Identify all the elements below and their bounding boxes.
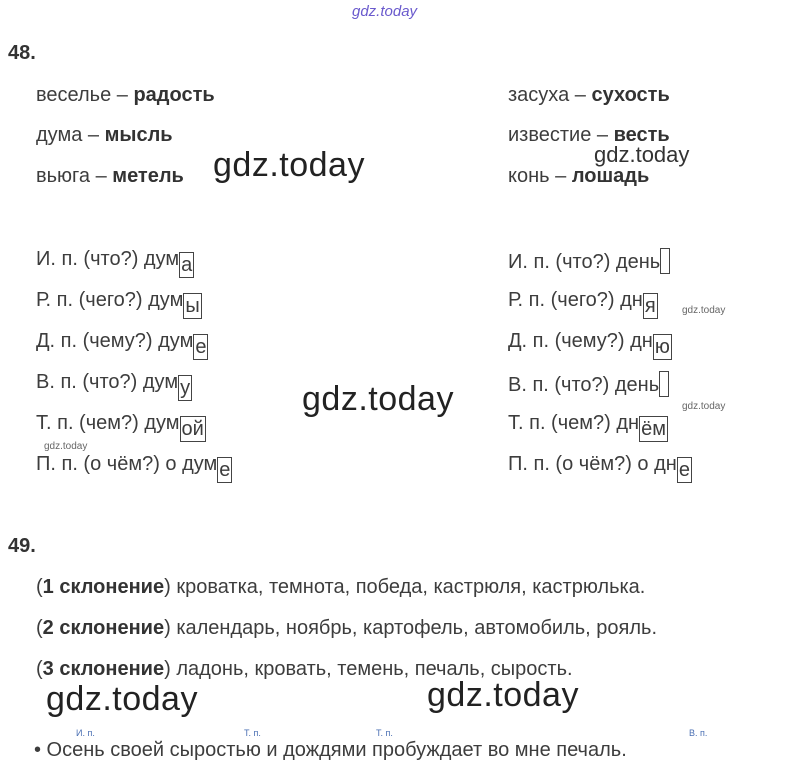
case-row: Т. п. (чем?) дум ой bbox=[36, 412, 204, 440]
case-mark: В. п. bbox=[689, 728, 708, 738]
ending-box: е bbox=[219, 459, 231, 481]
ending-box: ой bbox=[181, 418, 204, 440]
case-row: Р. п. (чего?) дум ы bbox=[36, 289, 200, 317]
watermark-top: gdz.today bbox=[352, 3, 418, 20]
synonym-pair: засуха – сухость bbox=[508, 84, 670, 106]
ending-box: а bbox=[181, 254, 193, 276]
case-row: Д. п. (чему?) дн ю bbox=[508, 330, 670, 358]
watermark: gdz.today bbox=[427, 676, 579, 714]
ending-box: е bbox=[195, 336, 207, 358]
ending-box: ю bbox=[654, 336, 670, 358]
case-row: П. п. (о чём?) о дн е bbox=[508, 453, 690, 481]
case-row: В. п. (что?) дум у bbox=[36, 371, 191, 399]
synonym-pair: дума – мысль bbox=[36, 124, 173, 146]
watermark: gdz.today bbox=[46, 680, 198, 718]
ending-box: ём bbox=[641, 418, 666, 440]
example-sentence: • Осень своей сыростью и дождями пробуждает во мне печаль. bbox=[34, 739, 627, 761]
exercise-48-number: 48. bbox=[8, 42, 36, 64]
ending-box: е bbox=[678, 459, 690, 481]
ending-box: ы bbox=[185, 295, 200, 317]
case-row: П. п. (о чём?) о дум е bbox=[36, 453, 231, 481]
exercise-49-number: 49. bbox=[8, 535, 36, 557]
case-row: Р. п. (чего?) дн я bbox=[508, 289, 656, 317]
watermark: gdz.today bbox=[594, 142, 690, 167]
case-row: Т. п. (чем?) дн ём bbox=[508, 412, 666, 440]
declension-line: (1 склонение) кроватка, темнота, победа, кастрюля, кастрюлька. bbox=[36, 576, 646, 598]
synonym-pair: вьюга – метель bbox=[36, 165, 184, 187]
synonym-pair: веселье – радость bbox=[36, 84, 215, 106]
case-mark: Т. п. bbox=[244, 728, 261, 738]
watermark: gdz.today bbox=[44, 441, 88, 452]
ending-box: у bbox=[180, 377, 191, 399]
case-row: И. п. (что?) дум а bbox=[36, 248, 193, 276]
watermark: gdz.today bbox=[302, 380, 454, 418]
case-row: В. п. (что?) день bbox=[508, 371, 669, 397]
declension-line: (3 склонение) ладонь, кровать, темень, печаль, сырость. bbox=[36, 658, 573, 680]
ending-box: я bbox=[644, 295, 656, 317]
case-row: И. п. (что?) день bbox=[508, 248, 670, 274]
synonym-pair: известие – весть bbox=[508, 124, 670, 146]
case-mark: И. п. bbox=[76, 728, 95, 738]
watermark: gdz.today bbox=[682, 401, 726, 412]
ending-box bbox=[660, 248, 670, 274]
declension-line: (2 склонение) календарь, ноябрь, картофель, автомобиль, рояль. bbox=[36, 617, 657, 639]
case-mark: Т. п. bbox=[376, 728, 393, 738]
watermark: gdz.today bbox=[213, 146, 365, 184]
watermark: gdz.today bbox=[682, 305, 726, 316]
ending-box bbox=[659, 371, 669, 397]
synonym-pair: конь – лошадь bbox=[508, 165, 650, 187]
case-row: Д. п. (чему?) дум е bbox=[36, 330, 207, 358]
